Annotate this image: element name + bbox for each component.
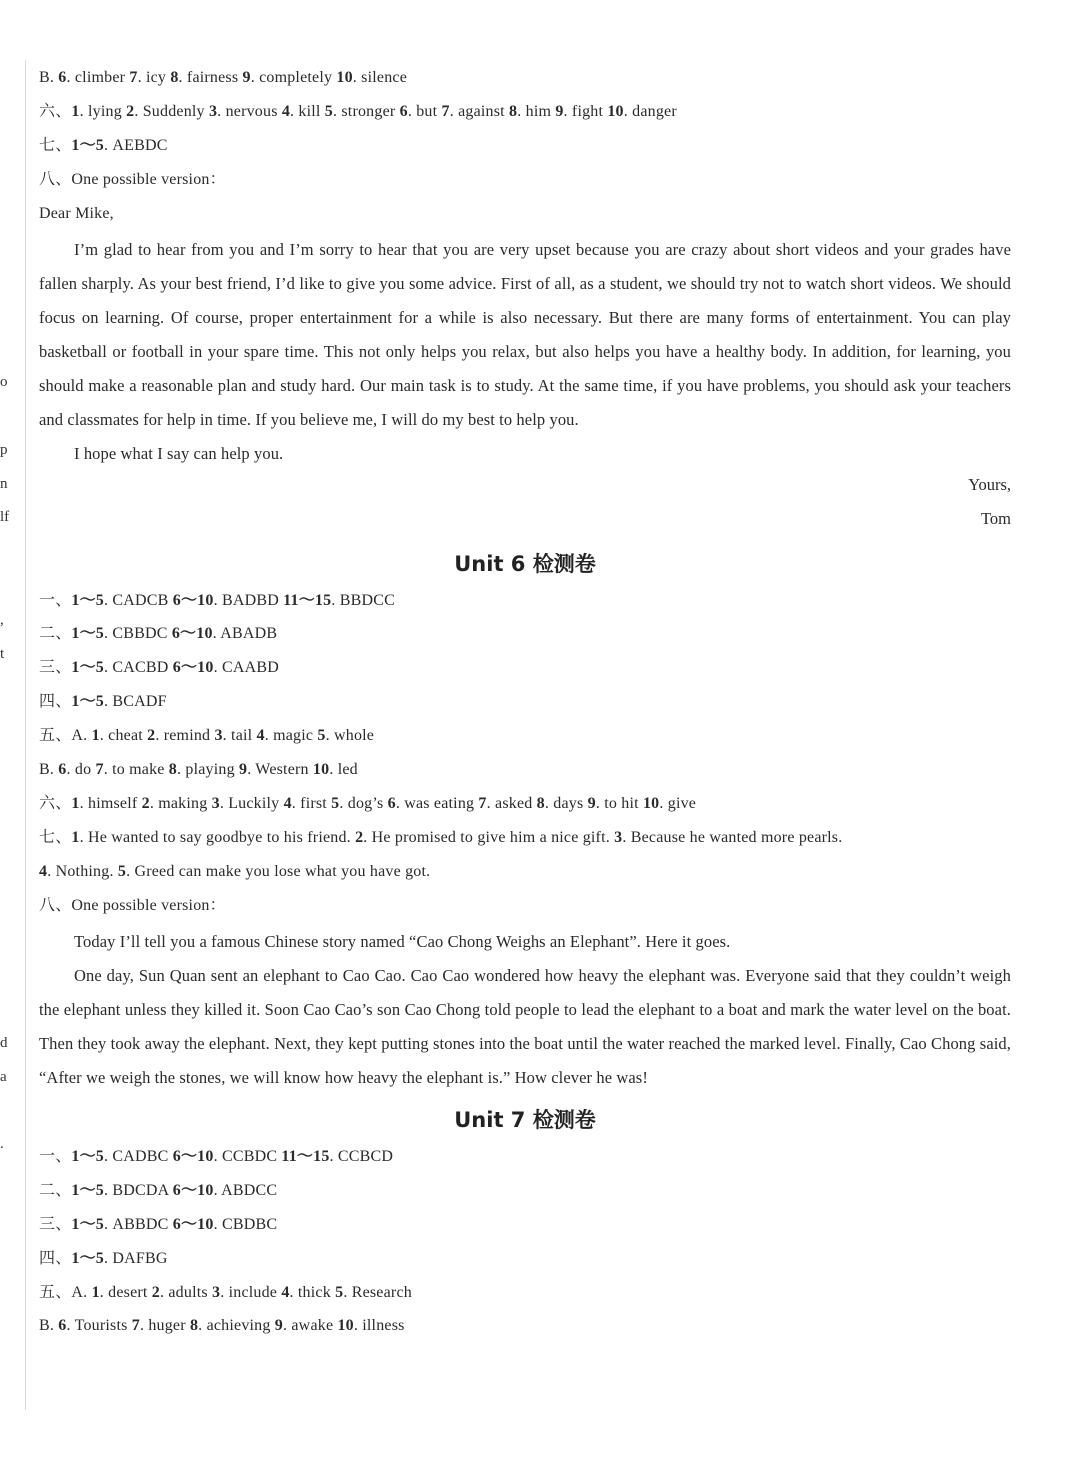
question-number: 1: [71, 794, 80, 812]
answer-line: [39, 587, 1011, 621]
question-number: 3: [614, 828, 623, 846]
answer-text: . He promised to give him a nice gift.: [363, 828, 615, 846]
answer-line: [39, 892, 1011, 926]
question-number: 4: [281, 1283, 290, 1301]
question-number: 5: [117, 862, 127, 880]
question-number: 1～5: [71, 591, 105, 609]
question-number: 3: [212, 1283, 221, 1301]
question-number: 1～5: [71, 136, 105, 154]
answer-text: 一、: [39, 1148, 72, 1165]
edge-fragment: p: [0, 442, 8, 458]
answer-text: . CBBDC: [104, 625, 172, 643]
answer-line: [39, 166, 1011, 200]
edge-fragment: .: [0, 1136, 4, 1152]
edge-fragment: n: [0, 476, 8, 492]
answer-text: . him: [517, 102, 556, 120]
previous-unit-answers: [39, 64, 1011, 200]
question-number: 9: [555, 102, 564, 120]
question-number: 2: [126, 102, 135, 120]
answer-text: . CADBC: [104, 1148, 173, 1165]
question-number: 8: [170, 69, 179, 86]
answer-text: . Suddenly: [134, 102, 209, 120]
answer-text: . magic: [264, 727, 318, 745]
answer-text: . do: [66, 761, 96, 779]
edge-fragment: a: [0, 1069, 7, 1085]
question-number: 10: [337, 1317, 354, 1335]
answer-text: 七、: [39, 828, 72, 846]
question-number: 2: [355, 828, 364, 846]
answer-text: . ABADB: [212, 625, 278, 643]
answer-text: . give: [659, 794, 697, 812]
question-number: 9: [274, 1317, 283, 1335]
answer-text: 三、: [39, 659, 72, 677]
question-number: 5: [331, 794, 340, 812]
answer-text: . was eating: [395, 794, 479, 812]
question-number: 9: [587, 794, 596, 812]
answer-text: . first: [291, 794, 332, 812]
question-number: 5: [335, 1283, 344, 1301]
unit6-answers: [39, 587, 1011, 926]
answer-line: [39, 790, 1011, 824]
question-number: 2: [141, 794, 150, 812]
question-number: 4: [281, 102, 291, 120]
answer-text: . silence: [352, 69, 408, 86]
answer-line: [39, 132, 1011, 166]
unit6-heading: Unit 6 检测卷: [454, 551, 596, 576]
question-number: 4: [39, 862, 48, 880]
answer-text: . BDCDA: [104, 1181, 173, 1199]
letter-salutation: Dear Mike,: [39, 204, 114, 222]
answer-text: . Nothing.: [47, 862, 118, 880]
answer-text: 八、One possible version：: [39, 896, 226, 914]
answer-text: . awake: [282, 1317, 338, 1335]
question-number: 6: [387, 794, 396, 812]
answer-text: 四、: [39, 1249, 72, 1267]
answer-text: . himself: [79, 794, 142, 812]
answer-text: . thick: [289, 1283, 336, 1301]
question-number: 1: [71, 102, 80, 120]
edge-fragment: ,: [0, 612, 4, 628]
answer-text: B.: [39, 761, 59, 779]
question-number: 6～10: [172, 659, 214, 677]
question-number: 7: [478, 794, 487, 812]
answer-text: . whole: [325, 727, 375, 745]
question-number: 8: [168, 761, 177, 779]
answer-text: . BBDCC: [331, 591, 395, 609]
question-number: 1: [91, 1283, 100, 1301]
question-number: 1～5: [71, 1181, 105, 1199]
answer-line: [39, 688, 1011, 722]
edge-fragment: lf: [0, 509, 10, 525]
question-number: 6: [58, 761, 67, 779]
question-number: 7: [441, 102, 450, 120]
answer-text: . making: [149, 794, 212, 812]
answer-text: . kill: [290, 102, 325, 120]
answer-text: . asked: [486, 794, 537, 812]
answer-text: . Because he wanted more pearls.: [622, 828, 843, 846]
answer-text: . BCADF: [104, 693, 167, 711]
answer-text: 二、: [39, 1181, 72, 1199]
question-number: 3: [211, 794, 220, 812]
question-number: 11～15: [281, 1148, 330, 1165]
answer-text: . climber: [66, 69, 130, 86]
answer-text: . CBDBC: [213, 1215, 278, 1233]
unit7-answers: [39, 1143, 1011, 1346]
answer-text: . cheat: [99, 727, 148, 745]
question-number: 9: [238, 761, 248, 779]
answer-text: . achieving: [198, 1317, 275, 1335]
answer-line: [39, 64, 1011, 98]
question-number: 3: [208, 102, 218, 120]
answer-text: . days: [544, 794, 588, 812]
answer-text: 七、: [39, 136, 72, 154]
answer-line: [39, 1245, 1011, 1279]
answer-line: [39, 1177, 1011, 1211]
question-number: 7: [129, 69, 138, 86]
answer-text: . CADCB: [104, 591, 173, 609]
question-number: 9: [242, 69, 251, 86]
answer-text: . to make: [103, 761, 169, 779]
answer-text: 五、A.: [39, 1283, 92, 1301]
question-number: 6: [399, 102, 408, 120]
answer-text: . lying: [79, 102, 127, 120]
answer-text: . fight: [563, 102, 608, 120]
question-number: 3: [214, 727, 223, 745]
answer-text: . tail: [222, 727, 257, 745]
question-number: 1～5: [71, 659, 105, 677]
answer-text: . CAABD: [213, 659, 279, 677]
question-number: 6～10: [171, 625, 213, 643]
question-number: 6～10: [172, 591, 214, 609]
question-number: 10: [607, 102, 624, 120]
answer-text: . against: [449, 102, 510, 120]
question-number: 2: [147, 727, 156, 745]
answer-text: . CACBD: [104, 659, 173, 677]
answer-line: [39, 756, 1011, 790]
answer-text: . nervous: [217, 102, 282, 120]
question-number: 8: [536, 794, 545, 812]
answer-text: . illness: [353, 1317, 405, 1335]
answer-text: . Luckily: [219, 794, 284, 812]
question-number: 1～5: [71, 625, 105, 643]
question-number: 1: [91, 727, 100, 745]
answer-text: . include: [220, 1283, 282, 1301]
question-number: 5: [317, 727, 326, 745]
answer-text: . led: [329, 761, 358, 779]
answer-text: . Tourists: [66, 1317, 132, 1335]
answer-line: [39, 98, 1011, 132]
edge-fragment: d: [0, 1035, 8, 1051]
answer-text: 三、: [39, 1215, 72, 1233]
answer-text: . ABDCC: [213, 1181, 278, 1199]
answer-text: . huger: [139, 1317, 190, 1335]
answer-text: . stronger: [332, 102, 400, 120]
answer-line: [39, 858, 1011, 892]
answer-text: . but: [407, 102, 442, 120]
answer-text: . completely: [250, 69, 337, 86]
answer-text: . desert: [99, 1283, 152, 1301]
answer-text: . icy: [137, 69, 171, 86]
letter-body: I’m glad to hear from you and I’m sorry to hear that you are very upset because you are crazy about short videos and your grades have fallen sharply. As your best friend, I’d like to give you some advice. First of all, as a student, we should try not to watch short videos. We should focus on learning. Of course, proper entertainment for a while is also necessary. But there are many forms of entertainment. You can play basketball or football in your spare time. This not only helps you relax, but also helps you have a healthy body. In addition, for learning, you should make a reasonable plan and study hard. Our main task is to study. At the same time, if you have problems, you should ask your teachers and classmates for help in time. If you believe me, I will do my best to help you.: [39, 240, 1011, 429]
question-number: 6: [58, 69, 67, 86]
unit7-heading: Unit 7 检测卷: [454, 1108, 596, 1132]
answer-content: [39, 64, 1011, 1346]
answer-text: . He wanted to say goodbye to his friend.: [79, 828, 356, 846]
answer-text: 四、: [39, 693, 72, 711]
answer-text: . DAFBG: [104, 1249, 168, 1267]
letter-closing: Yours,: [968, 474, 1011, 494]
answer-line: [39, 620, 1011, 654]
question-number: 1～5: [71, 1148, 105, 1165]
question-number: 7: [95, 761, 104, 779]
letter-signature: Tom: [980, 508, 1011, 528]
answer-line: [39, 1279, 1011, 1313]
answer-text: . Western: [247, 761, 313, 779]
unit6-story-body: One day, Sun Quan sent an elephant to Cao Cao. Cao Cao wondered how heavy the elephant was. Everyone said that they couldn’t weigh the elephant unless they killed it. Soon Cao Cao’s son Cao Chong told people to lead the elephant to a boat and mark the water level on the boat. Then they took away the elephant. Next, they kept putting stones into the boat until the water reached the marked level. Finally, Cao Chong said, “After we weigh the stones, we will know how heavy the elephant is.” How clever he was!: [39, 966, 1011, 1088]
answer-line: [39, 1211, 1011, 1245]
answer-text: 二、: [39, 625, 72, 643]
answer-text: 六、: [39, 794, 72, 812]
question-number: 5: [324, 102, 333, 120]
answer-text: 一、: [39, 591, 72, 609]
answer-text: 六、: [39, 102, 72, 120]
question-number: 6～10: [172, 1181, 214, 1199]
question-number: 8: [189, 1317, 199, 1335]
answer-line: [39, 1143, 1011, 1177]
answer-text: B.: [39, 69, 59, 86]
answer-text: . playing: [176, 761, 239, 779]
answer-text: B.: [39, 1317, 59, 1335]
question-number: 1～5: [71, 1215, 105, 1233]
question-number: 1～5: [71, 1249, 105, 1267]
question-number: 10: [312, 761, 330, 779]
question-number: 4: [283, 794, 292, 812]
answer-text: 五、A.: [39, 727, 92, 745]
answer-line: [39, 824, 1011, 858]
answer-text: . to hit: [595, 794, 643, 812]
answer-text: . CCBDC: [213, 1148, 282, 1165]
question-number: 11～15: [283, 591, 332, 609]
question-number: 4: [256, 727, 265, 745]
answer-text: . danger: [623, 102, 677, 120]
answer-text: . Research: [343, 1283, 412, 1301]
question-number: 1～5: [71, 693, 105, 711]
answer-text: . ABBDC: [104, 1215, 173, 1233]
question-number: 10: [336, 69, 353, 86]
edge-fragment: o: [0, 374, 8, 390]
question-number: 2: [151, 1283, 160, 1301]
answer-line: [39, 1312, 1011, 1346]
question-number: 6～10: [172, 1215, 214, 1233]
question-number: 6～10: [172, 1148, 214, 1165]
question-number: 1: [71, 828, 80, 846]
question-number: 8: [509, 102, 518, 120]
answer-text: . fairness: [178, 69, 243, 86]
answer-line: [39, 654, 1011, 688]
binding-margin-line: [25, 60, 26, 1410]
question-number: 6: [58, 1317, 67, 1335]
answer-text: . dog’s: [339, 794, 388, 812]
answer-text: . adults: [159, 1283, 213, 1301]
unit6-story-intro: Today I’ll tell you a famous Chinese story named “Cao Chong Weighs an Elephant”. Here it goes.: [74, 932, 731, 952]
answer-text: 八、One possible version：: [39, 170, 226, 188]
question-number: 10: [642, 794, 660, 812]
answer-text: . CCBCD: [329, 1148, 394, 1165]
answer-text: . AEBDC: [104, 136, 168, 154]
answer-line: [39, 722, 1011, 756]
answer-text: . Greed can make you lose what you have got.: [126, 862, 431, 880]
answer-text: . remind: [155, 727, 215, 745]
question-number: 7: [131, 1317, 140, 1335]
letter-closing-sentence: I hope what I say can help you.: [74, 443, 284, 463]
edge-fragment: t: [0, 646, 5, 662]
answer-text: . BADBD: [213, 591, 284, 609]
